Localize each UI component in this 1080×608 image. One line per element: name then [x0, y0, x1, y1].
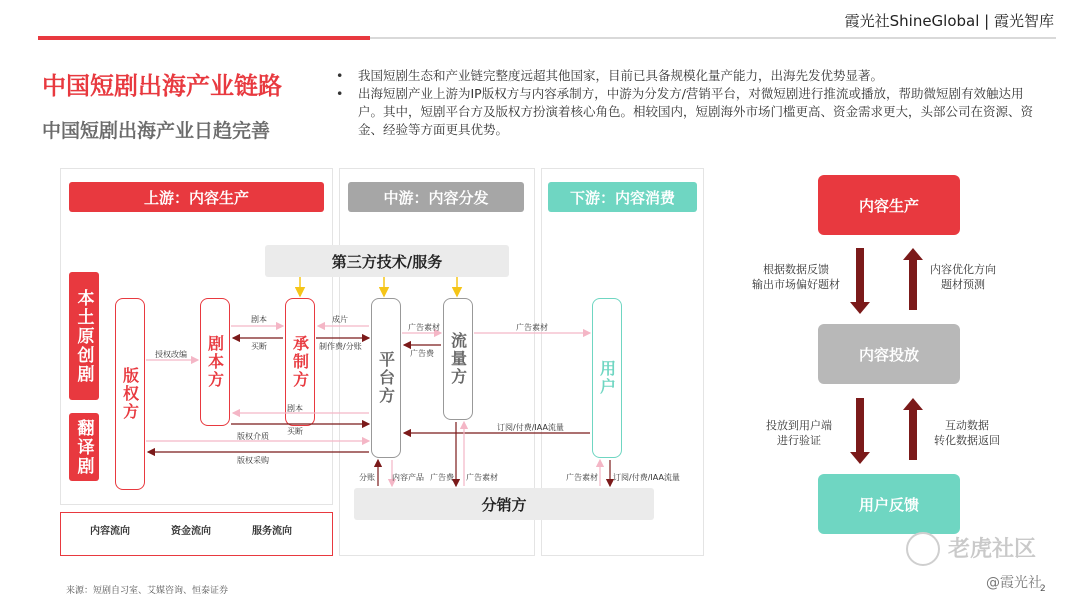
- flow-label: 广告素材: [516, 323, 548, 332]
- content-delivery-box: 内容投放: [818, 324, 960, 384]
- legend-service: 服务流向: [252, 526, 292, 537]
- traffic-box: 流量方: [443, 298, 473, 420]
- flow-label: 买断: [251, 342, 267, 351]
- bullet-dot: •: [336, 86, 344, 101]
- flow-label: 内容产品: [392, 473, 424, 482]
- note-line: 根据数据反馈: [763, 263, 829, 276]
- user-box: 用户: [592, 298, 622, 458]
- bullet-text: 我国短剧生态和产业链完整度远超其他国家，目前已具备规模化量产能力，出海先发优势显著。: [358, 68, 884, 83]
- third-party-bar: 第三方技术/服务: [265, 245, 509, 277]
- flow-label: 成片: [332, 315, 348, 324]
- legend-content: 内容流向: [90, 526, 130, 537]
- right-top-note: [930, 262, 996, 292]
- note-line: 进行验证: [777, 434, 821, 447]
- flow-label: 广告素材: [466, 473, 498, 482]
- left-bottom-note: [766, 418, 832, 448]
- legend-money: 资金流向: [171, 526, 211, 537]
- flow-label: 广告素材: [566, 473, 598, 482]
- flow-label: 剧本: [251, 315, 267, 324]
- midstream-header: 中游：内容分发: [348, 182, 524, 212]
- platform-box: 平台方: [371, 298, 401, 458]
- flow-label: 剧本: [287, 404, 303, 413]
- source-note: 来源：短剧自习室、艾媒咨询、恒泰证券: [66, 586, 229, 596]
- right-bottom-note: [934, 418, 1000, 448]
- bullet-dot: •: [336, 68, 344, 83]
- note-line: 互动数据: [945, 419, 989, 432]
- content-production-box: 内容生产: [818, 175, 960, 235]
- flow-label: 制作费/分账: [319, 342, 362, 351]
- watermark-tiger: 老虎社区: [948, 537, 1037, 562]
- local-original-label: 本土原创剧: [69, 272, 99, 400]
- paw-logo-icon: [906, 532, 940, 566]
- note-line: 投放到用户端: [766, 419, 832, 432]
- downstream-header: 下游：内容消费: [548, 182, 697, 212]
- producer-box: 承制方: [285, 298, 315, 426]
- flow-label: 买断: [287, 427, 303, 436]
- distributor-bar: 分销方: [354, 488, 654, 520]
- translated-label: 翻译剧: [69, 413, 99, 481]
- flow-label: 版权采购: [237, 456, 269, 465]
- page-number: 2: [1040, 584, 1046, 594]
- note-line: 输出市场偏好题材: [752, 278, 840, 291]
- page-subtitle: 中国短剧出海产业日趋完善: [42, 120, 271, 142]
- flow-label: 广告费: [410, 349, 434, 358]
- flow-label: 版权介质: [237, 432, 269, 441]
- flow-label: 广告素材: [408, 323, 440, 332]
- left-top-note: [752, 262, 840, 292]
- note-line: 内容优化方向: [930, 263, 996, 276]
- bullet-text: 出海短剧产业上游为IP版权方与内容承制方，中游为分发方/营销平台，对微短剧进行推流或播放，帮助微短剧有效触达用户。其中，短剧平台方及版权方扮演着核心角色。相较国内，短剧海外市场门槛更高、资金需求更大，头部公司在资源、资金、经验等方面更具优势。: [358, 86, 1034, 137]
- note-line: 转化数据返回: [934, 434, 1000, 447]
- watermark-shine: @霞光社: [986, 575, 1042, 591]
- upstream-header: 上游：内容生产: [69, 182, 324, 212]
- flow-label: 分账: [359, 473, 375, 482]
- rights-holder-box: 版权方: [115, 298, 145, 490]
- flow-label: 订阅/付费/IAA流量: [497, 423, 564, 432]
- note-line: 题材预测: [941, 278, 985, 291]
- script-writer-box: 剧本方: [200, 298, 230, 426]
- page-title: 中国短剧出海产业链路: [42, 72, 282, 100]
- flow-label: 订阅/付费/IAA流量: [613, 473, 680, 482]
- brand-label: 霞光社ShineGlobal | 霞光智库: [844, 12, 1054, 30]
- flow-label: 广告费: [430, 473, 454, 482]
- user-feedback-box: 用户反馈: [818, 474, 960, 534]
- flow-label: 授权改编: [155, 350, 187, 359]
